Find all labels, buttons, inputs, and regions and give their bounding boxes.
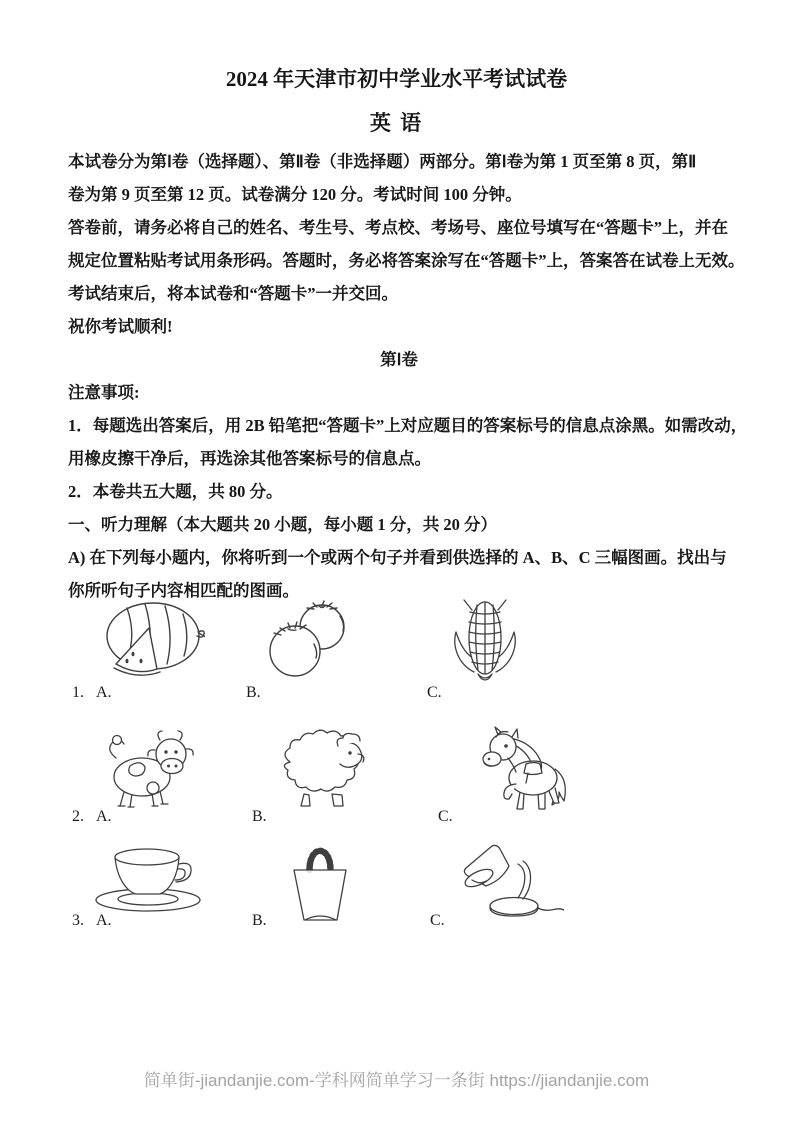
sheep-icon — [268, 728, 378, 808]
question-1-option-c-label: C. — [427, 684, 442, 701]
sectionA-intro-line2: 你所听句子内容相匹配的图画。 — [68, 581, 299, 600]
intro-paragraph2-line3: 考试结束后，将本试卷和“答题卡”一并交回。 — [68, 284, 398, 303]
note1-line2: 用橡皮擦干净后，再选涂其他答案标号的信息点。 — [68, 449, 431, 468]
intro-paragraph1-line2: 卷为第 9 页至第 12 页。试卷满分 120 分。考试时间 100 分钟。 — [68, 185, 522, 204]
notes-title: 注意事项: — [68, 383, 140, 402]
question-row-3 — [0, 838, 793, 960]
question-1-option-a-label: A. — [96, 684, 112, 701]
question-3-option-b-label: B. — [252, 912, 267, 929]
question-row-1 — [0, 598, 793, 728]
horse-icon — [470, 726, 572, 818]
cow-icon — [100, 728, 200, 812]
wish-line: 祝你考试顺利! — [68, 317, 173, 336]
section1-title: 一、听力理解（本大题共 20 小题，每小题 1 分，共 20 分） — [68, 515, 497, 534]
question-2-option-b-label: B. — [252, 808, 267, 825]
corn-icon — [448, 598, 522, 690]
question-3-option-c-label: C. — [430, 912, 445, 929]
note1-line1: 1．每题选出答案后，用 2B 铅笔把“答题卡”上对应题目的答案标号的信息点涂黑。如需改动， — [68, 416, 748, 435]
question-1-number: 1. — [72, 684, 84, 701]
question-row-2 — [0, 726, 793, 848]
tote-bag-icon — [288, 838, 352, 924]
intro-paragraph2-line1: 答卷前，请务必将自己的姓名、考生号、考点校、考场号、座位号填写在“答题卡”上，并在 — [68, 218, 728, 237]
question-2-option-c-label: C. — [438, 808, 453, 825]
intro-paragraph1-line1: 本试卷分为第Ⅰ卷（选择题）、第Ⅱ卷（非选择题）两部分。第Ⅰ卷为第 1 页至第 8 页，第Ⅱ — [68, 152, 697, 171]
note2-line: 2．本卷共五大题，共 80 分。 — [68, 482, 283, 501]
subject-title: 英 语 — [369, 111, 424, 135]
question-1-option-b-label: B. — [246, 684, 261, 701]
sectionA-intro-line1: A) 在下列每小题内，你将听到一个或两个句子并看到供选择的 A、B、C 三幅图画。找出与 — [68, 548, 727, 567]
question-2-number: 2. — [72, 808, 84, 825]
question-3-option-a-label: A. — [96, 912, 112, 929]
desk-lamp-icon — [452, 842, 564, 922]
watermark-footer: 简单街-jiandanjie.com-学科网简单学习一条街 https://jiandanjie.com — [143, 1071, 650, 1090]
teacup-icon — [90, 844, 210, 914]
question-3-number: 3. — [72, 912, 84, 929]
page-title: 2024 年天津市初中学业水平考试试卷 — [225, 67, 568, 91]
watermelon-icon — [93, 598, 205, 680]
question-2-option-a-label: A. — [96, 808, 112, 825]
tomatoes-icon — [262, 600, 354, 680]
intro-paragraph2-line2: 规定位置粘贴考试用条形码。答题时，务必将答案涂写在“答题卡”上，答案答在试卷上无效。 — [68, 251, 745, 270]
part1-heading: 第Ⅰ卷 — [380, 350, 418, 369]
instructions-block — [68, 145, 748, 607]
